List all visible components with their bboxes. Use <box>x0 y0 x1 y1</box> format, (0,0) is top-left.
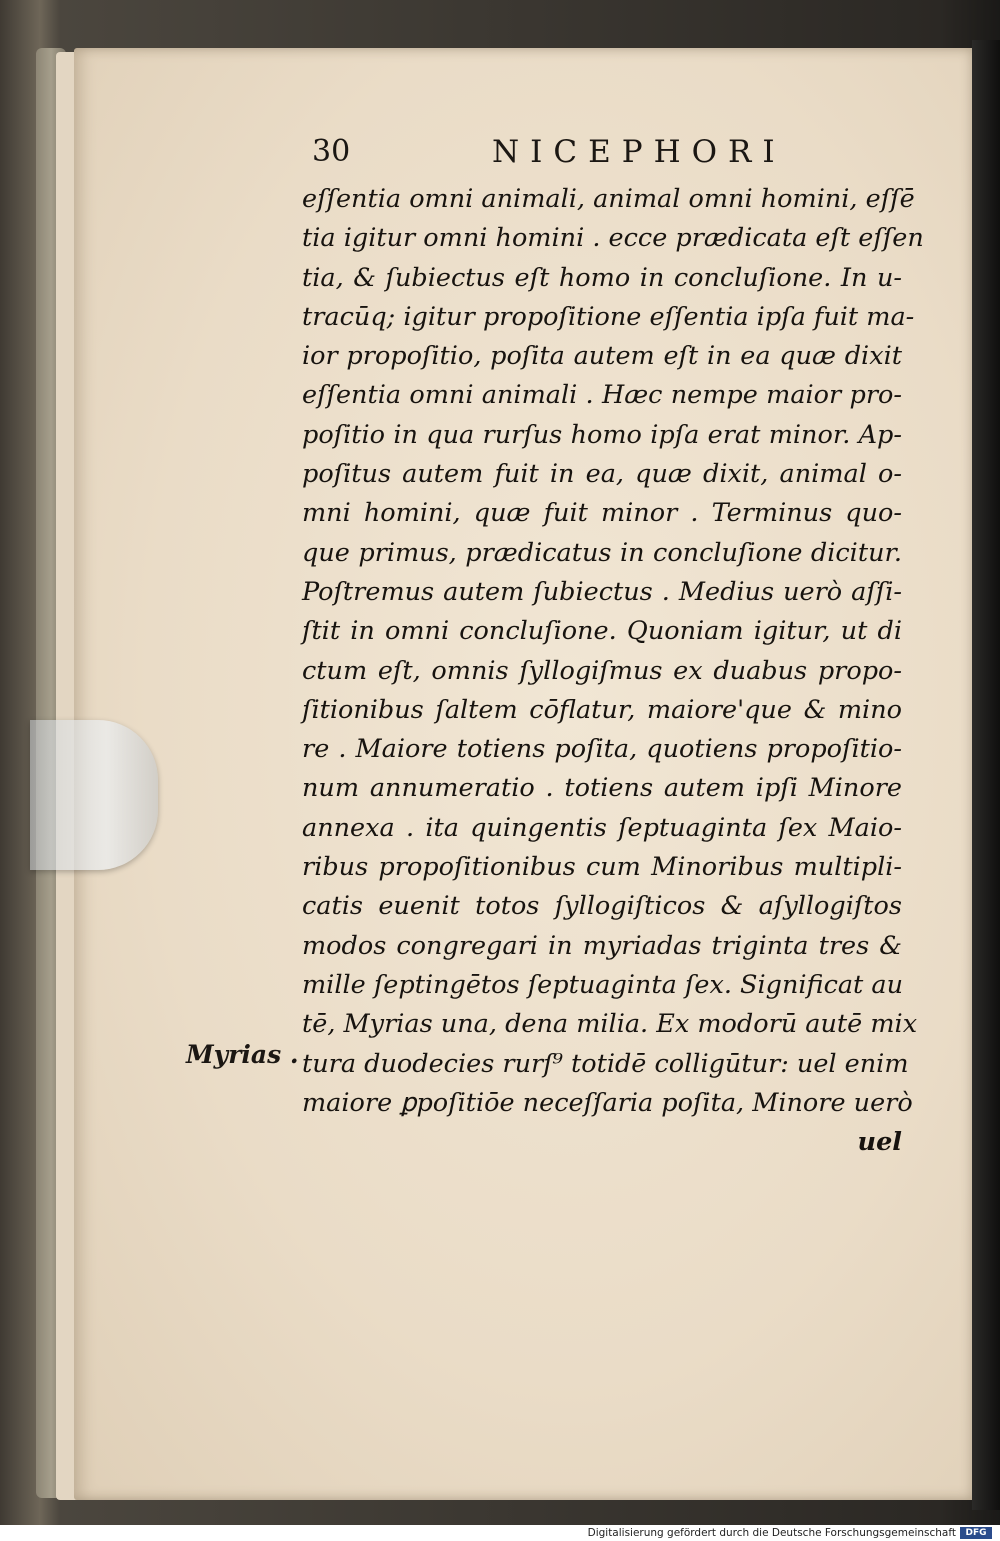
footer-credit: Digitalisierung gefördert durch die Deutsche Forschungsgemeinschaft <box>587 1527 956 1539</box>
text-line: eſſentia omni animali, animal omni homini, eſſē <box>302 184 915 214</box>
catchword: uel <box>857 1127 902 1158</box>
text-line: mni homini, quæ fuit minor . Terminus quo- <box>302 498 902 529</box>
dfg-logo: DFG <box>960 1527 992 1539</box>
text-line: que primus, prædicatus in concluſione dicitur. <box>302 537 902 568</box>
binding-shadow <box>972 40 1000 1510</box>
text-line: tē, Myrias una, dena milia. Ex modorū autē mix <box>302 1009 918 1040</box>
text-line: catis euenit totos ſyllogiſticos & aſyllogiſtos <box>302 891 902 922</box>
text-line: ſtit in omni concluſione. Quoniam igitur, ut di <box>302 616 902 647</box>
text-line: re . Maiore totiens poſita, quotiens propoſitio- <box>302 734 902 765</box>
page-header <box>300 128 920 180</box>
text-line: poſitus autem fuit in ea, quæ dixit, animal o- <box>302 459 902 490</box>
text-line: tura duodecies rurſ⁹ totidē colligūtur: uel enim <box>302 1048 909 1079</box>
marginal-note: Myrias . <box>186 1040 299 1069</box>
page-holder-clip <box>30 720 158 870</box>
text-line: annexa . ita quingentis ſeptuaginta ſex Maio- <box>302 812 902 843</box>
text-line: ſitionibus ſaltem cōflatur, maiore'que & mino <box>302 694 902 725</box>
text-line: Poſtremus autem ſubiectus . Medius uerò aſſi- <box>302 576 902 607</box>
text-line: ctum eſt, omnis ſyllogiſmus ex duabus propo- <box>302 655 902 686</box>
text-line: num annumeratio . totiens autem ipſi Minore <box>302 773 902 804</box>
text-line: modos congregari in myriadas triginta tres & <box>302 930 902 961</box>
text-line: tracūq; igitur propoſitione eſſentia ipſa fuit ma- <box>302 301 915 332</box>
text-line: ribus propoſitionibus cum Minoribus multipli- <box>302 852 902 883</box>
text-line: tia igitur omni homini . ecce prædicata eſt eſſen <box>302 223 924 254</box>
text-line: ior propoſitio, poſita autem eſt in ea quæ dixit <box>302 341 902 372</box>
running-head: NICEPHORI <box>492 134 786 170</box>
body-text <box>302 180 924 1162</box>
text-line: maiore ꝑpoſitiōe neceſſaria poſita, Minore uerò <box>302 1087 913 1118</box>
text-line: poſitio in qua rurſus homo ipſa erat minor. Ap- <box>302 419 902 450</box>
text-line: tia, & ſubiectus eſt homo in concluſione. In u- <box>302 262 902 293</box>
text-line: eſſentia omni animali . Hæc nempe maior pro- <box>302 380 902 411</box>
page-number: 30 <box>312 134 351 169</box>
text-line: mille ſeptingētos ſeptuaginta ſex. Significat au <box>302 969 904 1000</box>
